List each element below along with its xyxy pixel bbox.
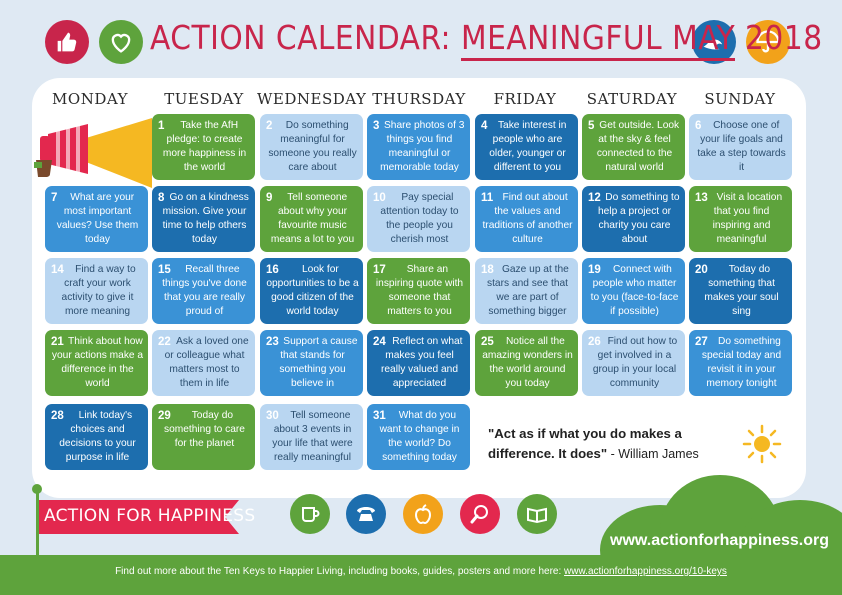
day-cell-20: 20 Today do something that makes your soul sing [689,258,792,324]
footer-link[interactable]: www.actionforhappiness.org/10-keys [564,566,727,577]
day-cell-30: 30 Tell someone about 3 events in your life that were really meaningful [260,404,363,470]
day-cell-17: 17 Share an inspiring quote with someone that matters to you [367,258,470,324]
day-cell-24: 24 Reflect on what makes you feel really valued and appreciated [367,330,470,396]
thumbs-up-icon [45,20,89,64]
day-cell-19: 19 Connect with people who matter to you (face-to-face if possible) [582,258,685,324]
day-cell-25: 25 Notice all the amazing wonders in the world around you today [475,330,578,396]
day-cell-22: 22 Ask a loved one or colleague what matters most to them in life [152,330,255,396]
day-cell-1: 1 Take the AfH pledge: to create more happiness in the world [152,114,255,180]
day-header-wednesday: WEDNESDAY [257,90,367,108]
day-cell-26: 26 Find out how to get involved in a group in your local community [582,330,685,396]
magnifier-icon [460,494,500,534]
day-header-monday: MONDAY [52,90,128,108]
quote-text: "Act as if what you do makes a difference. It does" [488,426,682,461]
day-cell-29: 29 Today do something to care for the planet [152,404,255,470]
day-cell-18: 18 Gaze up at the stars and see that we are part of something bigger [475,258,578,324]
day-cell-31: 31 What do you want to change in the world? Do something today [367,404,470,470]
day-cell-3: 3 Share photos of 3 things you find meaningful or memorable today [367,114,470,180]
day-header-tuesday: TUESDAY [164,90,244,108]
quote [488,424,738,464]
day-cell-16: 16 Look for opportunities to be a good citizen of the world today [260,258,363,324]
apple-icon [403,494,443,534]
day-cell-2: 2 Do something meaningful for someone you really care about [260,114,363,180]
footer-text [0,566,842,577]
day-cell-10: 10 Pay special attention today to the people you cherish most [367,186,470,252]
day-cell-15: 15 Recall three things you've done that you are really proud of [152,258,255,324]
day-cell-4: 4 Take interest in people who are older, younger or different to you [475,114,578,180]
day-header-thursday: THURSDAY [372,90,466,108]
day-cell-27: 27 Do something special today and revisit it in your memory tonight [689,330,792,396]
telephone-icon [346,494,386,534]
day-cell-11: 11 Find out about the values and traditions of another culture [475,186,578,252]
day-cell-13: 13 Visit a location that you find inspiring and meaningful [689,186,792,252]
megaphone-icon [34,118,152,188]
day-cell-28: 28 Link today's choices and decisions to your purpose in life [45,404,148,470]
title-year: 2018 [735,18,823,57]
website-link[interactable]: www.actionforhappiness.org [610,532,829,549]
mug-icon [290,494,330,534]
day-header-saturday: SATURDAY [586,90,678,108]
day-header-sunday: SUNDAY [704,90,776,108]
day-cell-14: 14 Find a way to craft your work activity to give it more meaning [45,258,148,324]
footer-text-main: Find out more about the Ten Keys to Happier Living, including books, guides, posters and more here: [115,566,565,577]
day-cell-6: 6 Choose one of your life goals and take a step towards it [689,114,792,180]
day-cell-8: 8 Go on a kindness mission. Give your time to help others today [152,186,255,252]
day-cell-7: 7 What are your most important values? Use them today [45,186,148,252]
sun-icon [742,424,782,464]
title-prefix: ACTION CALENDAR: [150,18,461,57]
day-cell-12: 12 Do something to help a project or charity you care about [582,186,685,252]
title-highlight: MEANINGFUL MAY [461,18,735,61]
day-header-friday: FRIDAY [493,90,557,108]
day-cell-21: 21 Think about how your actions make a difference in the world [45,330,148,396]
page-title [150,18,823,57]
day-cell-23: 23 Support a cause that stands for something you believe in [260,330,363,396]
banner-text: ACTION FOR HAPPINESS [44,506,256,526]
day-cell-5: 5 Get outside. Look at the sky & feel connected to the natural world [582,114,685,180]
quote-author: - William James [607,447,699,461]
day-cell-9: 9 Tell someone about why your favourite music means a lot to you [260,186,363,252]
heart-icon [99,20,143,64]
book-icon [517,494,557,534]
